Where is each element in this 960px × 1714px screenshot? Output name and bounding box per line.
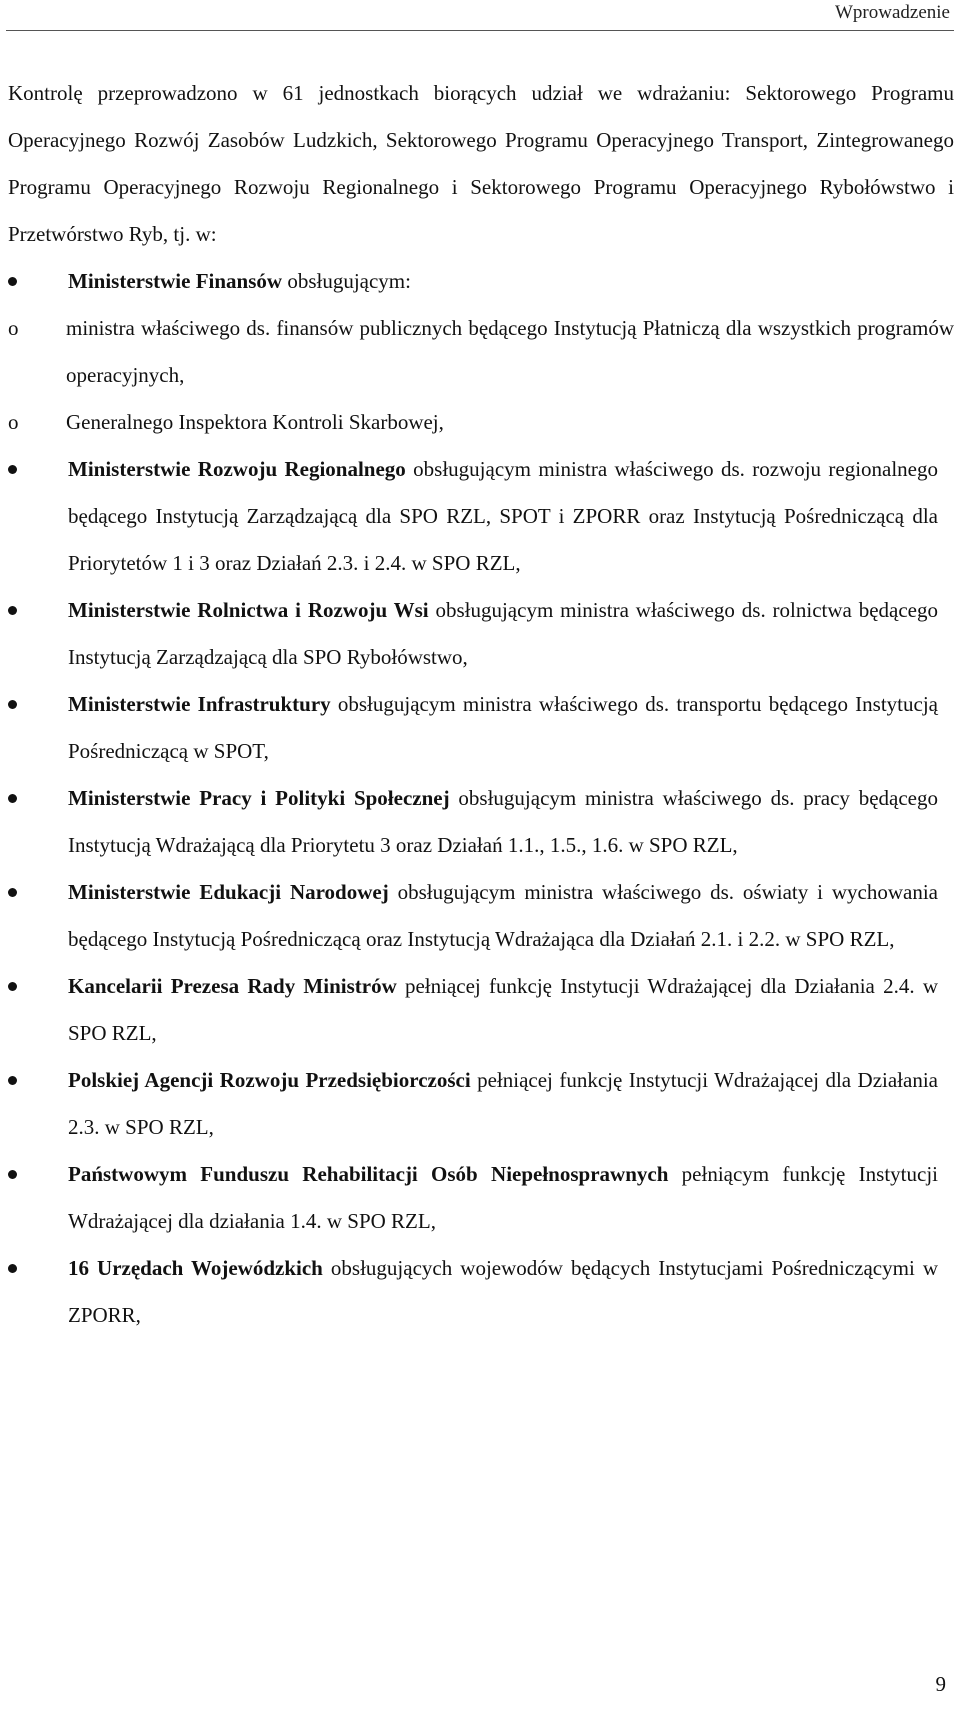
- intro-paragraph: Kontrolę przeprowadzono w 61 jednostkach biorących udział we wdrażaniu: Sektorowego Programu Operacyjnego Rozwój Zasobów Ludzkich, Sektorowego Programu Operacyjnego Transport, Zintegrowanego Programu Operacyjnego Rozwoju Regionalnego i Sektorowego Programu Operacyjnego Rybołówstwo i Przetwórstwo Ryb, tj. w:: [8, 81, 954, 246]
- bullet-marker: [8, 888, 17, 897]
- list-item: [8, 587, 954, 681]
- bullet-marker: [8, 794, 17, 803]
- item-description: pełniącej funkcję Instytucji Wdrażającej dla Działania 2.3. w SPO RZL,: [68, 1068, 938, 1139]
- item-entity: Ministerstwie Rozwoju Regionalnego: [68, 457, 406, 481]
- item-entity: Ministerstwie Edukacji Narodowej: [68, 880, 389, 904]
- item-description: obsługującym ministra właściwego ds. rolnictwa będącego Instytucją Zarządzającą dla SPO Rybołówstwo,: [68, 598, 938, 669]
- item-description: obsługującym ministra właściwego ds. pracy będącego Instytucją Wdrażającą dla Priorytetu 3 oraz Działań 1.1., 1.5., 1.6. w SPO RZL,: [68, 786, 938, 857]
- page-number: 9: [935, 1672, 946, 1696]
- list-item: [8, 681, 954, 775]
- item-description: pełniącym funkcję Instytucji Wdrażającej dla działania 1.4. w SPO RZL,: [68, 1162, 938, 1233]
- item-description: obsługującym ministra właściwego ds. oświaty i wychowania będącego Instytucją Pośredniczącą oraz Instytucją Wdrażająca dla Działań 2.1. i 2.2. w SPO RZL,: [68, 880, 938, 951]
- item-entity: 16 Urzędach Wojewódzkich: [68, 1256, 323, 1280]
- bullet-marker: [8, 465, 17, 474]
- header-title: Wprowadzenie: [835, 2, 950, 23]
- item-entity: Kancelarii Prezesa Rady Ministrów: [68, 974, 397, 998]
- bullet-marker: [8, 700, 17, 709]
- header-rule: [6, 30, 954, 31]
- item-description: obsługującym:: [282, 269, 411, 293]
- list-item: [8, 1245, 954, 1339]
- item-entity: Państwowym Funduszu Rehabilitacji Osób Niepełnosprawnych: [68, 1162, 669, 1186]
- sub-item-text: Generalnego Inspektora Kontroli Skarbowej,: [66, 410, 444, 434]
- item-description: pełniącej funkcję Instytucji Wdrażającej dla Działania 2.4. w SPO RZL,: [68, 974, 938, 1045]
- bullet-marker: [8, 277, 17, 286]
- item-description: obsługującym ministra właściwego ds. rozwoju regionalnego będącego Instytucją Zarządzającą dla SPO RZL, SPOT i ZPORR oraz Instytucją Pośredniczącą dla Priorytetów 1 i 3 oraz Działań 2.3. i 2.4. w SPO RZL,: [68, 457, 939, 575]
- bullet-marker: [8, 1264, 17, 1273]
- item-description: obsługującym ministra właściwego ds. transportu będącego Instytucją Pośredniczącą w SPOT,: [68, 692, 938, 763]
- sub-bullet-marker: o: [8, 410, 19, 434]
- document-body: [8, 70, 954, 1339]
- list-item: [8, 869, 954, 963]
- sub-item-text: ministra właściwego ds. finansów publicznych będącego Instytucją Płatniczą dla wszystkich programów operacyjnych,: [66, 316, 954, 387]
- sub-list: [8, 305, 954, 446]
- item-description: obsługujących wojewodów będących Instytucjami Pośredniczącymi w ZPORR,: [68, 1256, 939, 1327]
- list-item: [8, 258, 954, 305]
- item-entity: Ministerstwie Pracy i Polityki Społecznej: [68, 786, 450, 810]
- list-item: [8, 446, 954, 587]
- bullet-marker: [8, 1076, 17, 1085]
- sub-bullet-marker: o: [8, 316, 19, 340]
- item-entity: Ministerstwie Infrastruktury: [68, 692, 331, 716]
- list-item: [8, 963, 954, 1057]
- bullet-marker: [8, 982, 17, 991]
- item-entity: Ministerstwie Rolnictwa i Rozwoju Wsi: [68, 598, 429, 622]
- item-entity: Ministerstwie Finansów: [68, 269, 283, 293]
- bullet-marker: [8, 1170, 17, 1179]
- list-item: [8, 1151, 954, 1245]
- bullet-list: [8, 258, 954, 1339]
- sub-list-item: [8, 305, 954, 399]
- list-item: [8, 775, 954, 869]
- sub-list-item: [8, 399, 954, 446]
- item-entity: Polskiej Agencji Rozwoju Przedsiębiorczości: [68, 1068, 471, 1092]
- bullet-marker: [8, 606, 17, 615]
- list-item: [8, 1057, 954, 1151]
